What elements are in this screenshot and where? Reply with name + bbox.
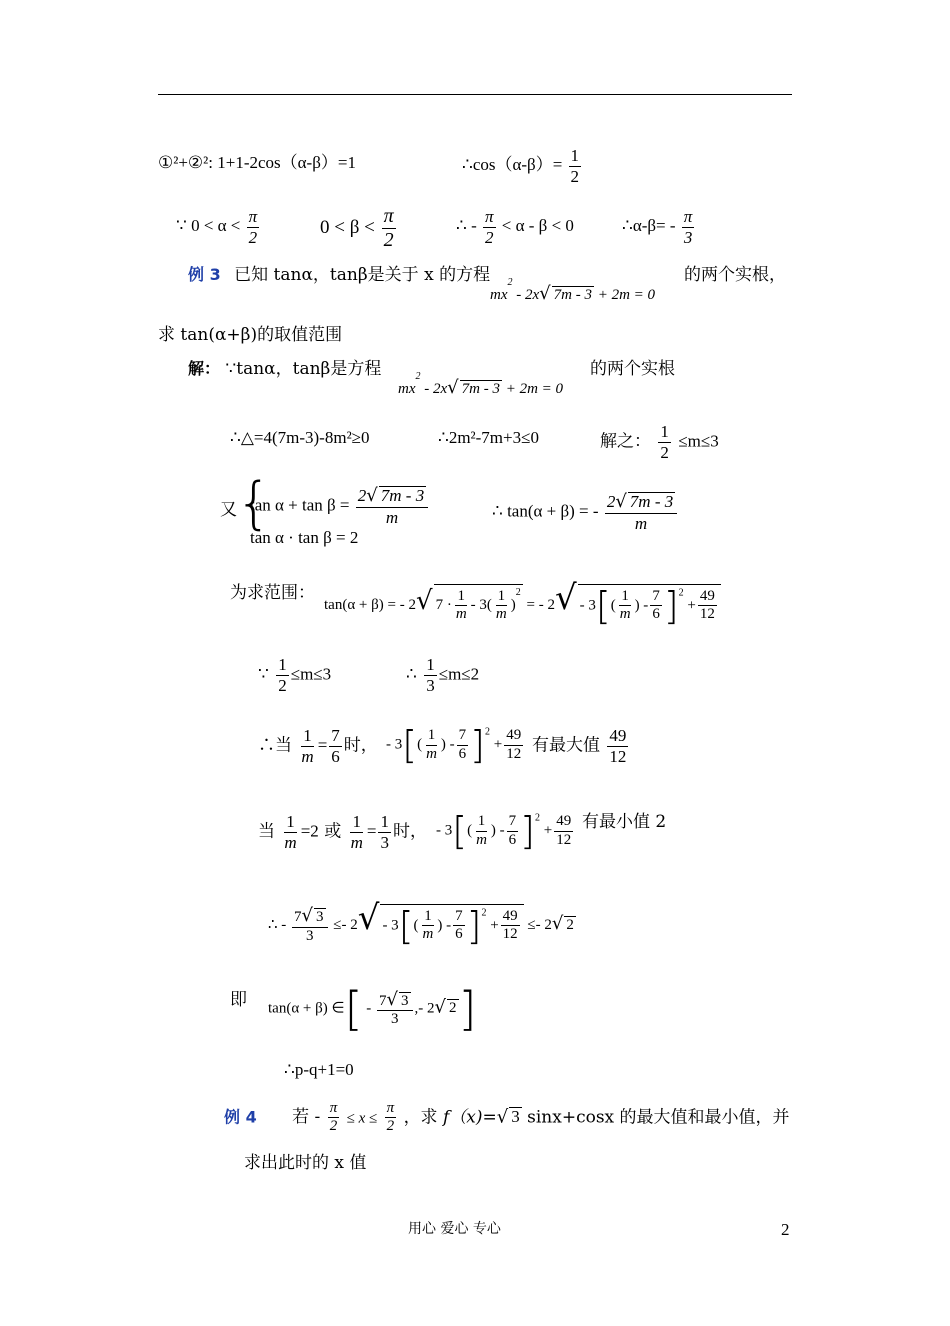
seven-sixths xyxy=(329,726,342,766)
pi: π xyxy=(328,1100,340,1118)
example4-text-a: ，求 xyxy=(403,1107,438,1128)
eq-root: 7m - 3 xyxy=(553,287,592,303)
half-fraction xyxy=(569,146,582,186)
seven-sixths xyxy=(457,727,469,763)
three: 3 xyxy=(306,927,314,944)
n12: 12 xyxy=(556,831,572,848)
paren-close: ) - xyxy=(634,597,649,613)
beta-range-text: 0 < β < xyxy=(320,216,375,238)
paren-open: ( xyxy=(467,822,473,839)
one: 1 xyxy=(303,726,312,745)
one: 1 xyxy=(455,588,467,606)
seven: 7 xyxy=(507,813,519,831)
final-inequality: ∴ - $\frac{7√ 3}{3}$ ≤- 2√ - 3[( $\frac{1}{m}$ ) - $\frac{7}{6}$ ]$^2$ + $\frac{49}{12}$ ≤- 2√ 2 xyxy=(268,898,574,948)
example3-label: 例 3 xyxy=(188,265,221,284)
so: ∴ xyxy=(406,664,417,685)
m: m xyxy=(284,832,297,852)
you-label xyxy=(220,500,237,520)
m: m xyxy=(301,746,314,766)
ineq-text: ∴2m²-7m+3≤0 xyxy=(438,428,539,447)
third-fraction xyxy=(424,655,437,695)
m: m xyxy=(455,606,467,623)
sum-fraction: $\frac{2√ 7m - 3}{m}$ xyxy=(356,486,428,527)
ineq-line xyxy=(438,428,539,448)
three: 3 xyxy=(391,1011,399,1028)
49-over-12 xyxy=(554,813,573,849)
half-fraction xyxy=(276,655,289,695)
eq-mx: mx xyxy=(490,287,508,303)
two: 2 xyxy=(485,227,494,247)
max-expression: - 3[( $\frac{1}{m}$ ) - $\frac{7}{6}$ ]$^2$ + $\frac{49}{12}$ xyxy=(386,723,522,767)
le-x-le: ≤ x ≤ xyxy=(346,1110,378,1127)
two: 2 xyxy=(248,227,258,247)
ji-label xyxy=(230,990,247,1010)
so-line xyxy=(406,655,479,695)
seven-sixths xyxy=(650,588,662,624)
comma-minus-two: ,- 2 xyxy=(414,1000,435,1017)
pi-over-2-frac xyxy=(247,207,260,247)
seven-sixths xyxy=(453,908,465,944)
pi: π xyxy=(383,205,394,227)
seven-dot: 7 · xyxy=(435,597,452,613)
max-text: 有最大值 xyxy=(532,735,600,756)
tan-sum-result xyxy=(492,492,679,533)
sum-equation xyxy=(250,486,430,527)
eq-root: 7m - 3 xyxy=(461,381,500,397)
min-expression: - 3[( $\frac{1}{m}$ ) - $\frac{7}{6}$ ]$^2$ + $\frac{49}{12}$ xyxy=(436,809,572,853)
49-over-12 xyxy=(504,727,523,763)
eq-2x: - 2x xyxy=(512,287,540,303)
seven-root3-over-3: $\frac{7√ 3}{3}$ xyxy=(292,906,327,945)
range-label xyxy=(230,583,315,603)
pi: π xyxy=(683,207,693,226)
sum-num-root: 7m - 3 xyxy=(629,492,674,511)
pi-over-2-frac xyxy=(382,205,396,252)
seven: 7 xyxy=(650,588,662,606)
plus: + xyxy=(687,597,696,613)
footer-center xyxy=(408,1221,501,1238)
line-angle-range-beta xyxy=(320,205,398,252)
seven-root3-over-3: $\frac{7√ 3}{3}$ xyxy=(377,990,412,1029)
one: 1 xyxy=(496,588,508,606)
three: 3 xyxy=(683,227,693,247)
one-over-m xyxy=(349,812,365,852)
example3-text: 已知 tanα，tanβ是关于 x 的方程 xyxy=(234,265,491,285)
because: ∵ xyxy=(258,664,269,685)
cos-equation: ①²+②²: 1+1-2cos（α-β）=1 xyxy=(158,153,356,172)
one-over-m xyxy=(474,813,489,849)
neg-three: - 3 xyxy=(579,597,596,613)
half-num: 1 xyxy=(278,655,287,674)
ji-text: 即 xyxy=(230,990,247,1010)
pi-over-3-frac xyxy=(682,207,695,247)
paren-close: ) - xyxy=(440,736,455,753)
sum-den: m xyxy=(634,513,648,533)
because-tail: ≤m≤3 xyxy=(290,664,332,684)
line-angle-range-alpha xyxy=(176,207,261,247)
eq-2x: - 2x xyxy=(420,381,448,397)
example4-question xyxy=(244,1153,366,1173)
diff-prefix: ∴ - xyxy=(456,215,477,235)
half-num: 1 xyxy=(660,422,669,441)
half-fraction xyxy=(658,422,671,462)
root2: 2 xyxy=(566,917,574,933)
n49: 49 xyxy=(609,726,627,745)
solution-line xyxy=(188,359,381,379)
seven: 7 xyxy=(379,992,387,1009)
solution-equation: $mx^2 - 2x√$ 7m - 3 + 2m = 0 xyxy=(398,371,564,398)
page-number-text: 2 xyxy=(781,1220,790,1239)
prod-equation xyxy=(250,528,358,548)
header-rule xyxy=(158,94,792,95)
one-over-m xyxy=(494,588,509,624)
sum-lhs: tan α + tan β = xyxy=(250,495,350,515)
example3-question-text: 求 tan(α+β)的取值范围 xyxy=(158,325,343,345)
half-num: 1 xyxy=(570,146,580,165)
m: m xyxy=(619,606,631,623)
root2: 2 xyxy=(449,1000,457,1017)
one-over-m xyxy=(421,908,436,944)
three: 3 xyxy=(380,832,389,852)
one: 1 xyxy=(422,908,434,926)
pi: π xyxy=(385,1100,397,1118)
two: 2 xyxy=(329,1118,338,1135)
minus-three: - 3( xyxy=(470,597,492,613)
sum-num-root: 7m - 3 xyxy=(380,486,425,505)
min-text: 有最小值 2 xyxy=(582,812,667,832)
49-over-12 xyxy=(501,908,520,944)
one-over-m xyxy=(454,588,469,624)
sum-den: m xyxy=(385,507,399,527)
solve-line xyxy=(600,422,719,462)
root3: 3 xyxy=(316,909,324,926)
one-over-m xyxy=(299,726,315,766)
eq-tail: + 2m = 0 xyxy=(593,287,656,303)
one: 1 xyxy=(426,655,435,674)
n12: 12 xyxy=(506,745,522,762)
when-suffix: 时， xyxy=(343,735,378,756)
two: 2 xyxy=(386,1118,395,1135)
max-value xyxy=(532,726,630,766)
one: 1 xyxy=(426,727,438,745)
seven: 7 xyxy=(331,726,340,745)
eq-two: =2 xyxy=(300,821,319,841)
range-lhs: tan(α + β) = - 2 xyxy=(324,597,416,613)
solve-tail: ≤m≤3 xyxy=(678,431,719,451)
tan-sum-lhs: ∴ tan(α + β) = - xyxy=(492,501,599,521)
49-over-12 xyxy=(698,588,717,624)
paren-open: ( xyxy=(610,597,616,613)
pq-text: ∴p-q+1=0 xyxy=(284,1060,354,1079)
n12: 12 xyxy=(502,926,518,943)
plus: + xyxy=(493,736,503,753)
neg-three: - 3 xyxy=(382,917,399,933)
seven: 7 xyxy=(457,727,469,745)
half-den: 2 xyxy=(660,442,669,462)
one: 1 xyxy=(476,813,488,831)
min-value xyxy=(582,812,666,832)
eq-tail: + 2m = 0 xyxy=(501,381,564,397)
paren-open: ( xyxy=(417,736,423,753)
third-fraction xyxy=(378,812,391,852)
paren-close: ) - xyxy=(490,822,505,839)
eq: = xyxy=(317,735,328,755)
example4-question-text: 求出此时的 x 值 xyxy=(244,1153,367,1173)
pi: π xyxy=(248,207,258,226)
m: m xyxy=(476,831,487,848)
n49: 49 xyxy=(504,727,523,745)
line-angle-diff xyxy=(456,207,574,247)
example4-ruo: 若 - xyxy=(292,1107,321,1128)
line-cos-result xyxy=(462,146,583,186)
when-suffix: 时， xyxy=(392,821,427,842)
m: m xyxy=(495,606,507,623)
example3-question xyxy=(158,325,342,345)
pq-line xyxy=(284,1060,354,1080)
49-over-12 xyxy=(607,726,628,766)
diff-result: ∴α-β= - xyxy=(622,215,676,235)
six: 6 xyxy=(455,926,463,943)
paren-open: ( xyxy=(413,917,419,933)
interval-expression: tan(α + β) ∈[ - $\frac{7√ 3}{3}$ ,- 2√ 2] xyxy=(268,982,477,1036)
cos-result-prefix: ∴cos（α-β）= xyxy=(462,154,563,174)
paren-close: ) - xyxy=(437,917,452,933)
six: 6 xyxy=(331,746,340,766)
footer-center-text: 用心 爱心 专心 xyxy=(408,1221,501,1237)
neg-three: - 3 xyxy=(386,736,403,753)
example4-label: 例 4 xyxy=(224,1107,257,1127)
six: 6 xyxy=(458,745,467,762)
example3-line xyxy=(188,265,490,285)
diff-suffix: < α - β < 0 xyxy=(501,215,574,235)
six: 6 xyxy=(508,831,517,848)
m: m xyxy=(422,926,434,943)
two: 2 xyxy=(383,229,394,251)
delta-line xyxy=(230,428,370,448)
seven-sixths xyxy=(507,813,519,849)
example3-equation: $mx^2 - 2x√$ 7m - 3 + 2m = 0 xyxy=(490,277,656,304)
pi-over-2-frac xyxy=(328,1100,340,1136)
example4-text-b: sinx+cosx 的最大值和最小值，并 xyxy=(527,1107,790,1128)
seven: 7 xyxy=(294,909,302,926)
m: m xyxy=(426,745,437,762)
prod-text: tan α · tan β = 2 xyxy=(250,528,359,547)
sum-num-2: 2 xyxy=(606,492,616,511)
brace: { xyxy=(236,471,272,536)
seven: 7 xyxy=(453,908,465,926)
one-over-m xyxy=(282,812,298,852)
solution-text: ∵tanα，tanβ是方程 xyxy=(225,359,382,379)
m: m xyxy=(350,832,363,852)
solve-label: 解之： xyxy=(600,431,651,452)
root3: 3 xyxy=(401,992,409,1009)
example4-line: 例 4 若 - $\frac{\pi}{2}$ ≤ x ≤ $\frac{\pi}{2}$ ，求 f（x)=√ 3 sinx+cosx 的最大值和最小值，并 xyxy=(224,1100,790,1135)
solution-label: 解： xyxy=(188,359,221,378)
tan-sum-fraction: $\frac{2√ 7m - 3}{m}$ xyxy=(605,492,677,533)
one: 1 xyxy=(380,812,389,831)
you-text: 又 xyxy=(220,500,237,520)
range-label-text: 为求范围： xyxy=(230,583,315,603)
root3: 3 xyxy=(511,1107,520,1127)
solution-suffix-text: 的两个实根 xyxy=(590,359,675,379)
n49: 49 xyxy=(501,908,520,926)
one-over-m xyxy=(424,727,439,763)
one: 1 xyxy=(619,588,631,606)
le-minus-two: ≤- 2 xyxy=(333,917,358,933)
half-den: 2 xyxy=(278,675,287,695)
sum-num-2: 2 xyxy=(357,486,367,505)
when: 当 xyxy=(258,821,275,842)
plus: + xyxy=(490,917,499,933)
min-line xyxy=(258,812,427,852)
one: 1 xyxy=(286,812,295,831)
example3-suffix xyxy=(684,265,786,285)
tan-in: tan(α + β) ∈ xyxy=(268,1000,345,1017)
pi-over-2-frac xyxy=(385,1100,397,1136)
le-minus-two: ≤- 2 xyxy=(527,917,552,933)
eq-minus-two: = - 2 xyxy=(526,597,555,613)
pi-over-2-frac xyxy=(483,207,496,247)
or: 或 xyxy=(324,821,342,842)
n49: 49 xyxy=(698,588,717,606)
n12: 12 xyxy=(699,606,715,623)
n49: 49 xyxy=(554,813,573,831)
when-prefix: ∴当 xyxy=(258,735,292,756)
final-prefix: ∴ - xyxy=(268,917,287,933)
because-line xyxy=(258,655,331,695)
n12: 12 xyxy=(609,746,627,766)
eq-mx: mx xyxy=(398,381,416,397)
delta-text: ∴△=4(7m-3)-8m²≥0 xyxy=(230,428,370,447)
example4-f: f（x)= xyxy=(442,1107,497,1128)
plus: + xyxy=(543,822,553,839)
so-tail: ≤m≤2 xyxy=(438,664,480,684)
line-angle-result xyxy=(622,207,696,247)
eq: = xyxy=(366,821,377,841)
close-paren: ) xyxy=(510,597,516,613)
page-number xyxy=(781,1220,790,1240)
alpha-range-text: ∵ 0 < α < xyxy=(176,215,241,235)
range-expression: tan(α + β) = - 2√ 7 · $\frac{1}{m}$ - 3( $\frac{1}{m}$ )$^2$ = - 2√ - 3[( $\frac{1}{m}$ ) - $\frac{7}{6}$ ]$^2$ + $\frac{49}{12}$ xyxy=(324,578,721,625)
pi: π xyxy=(484,207,494,226)
three: 3 xyxy=(426,675,435,695)
one: 1 xyxy=(352,812,361,831)
example3-suffix-text: 的两个实根， xyxy=(684,265,786,285)
max-line xyxy=(258,726,378,766)
line-cos-sum xyxy=(158,153,356,173)
one-over-m xyxy=(618,588,633,624)
half-den: 2 xyxy=(570,166,580,186)
solution-suffix xyxy=(590,359,675,379)
six: 6 xyxy=(652,606,660,623)
neg-three: - 3 xyxy=(436,822,453,839)
